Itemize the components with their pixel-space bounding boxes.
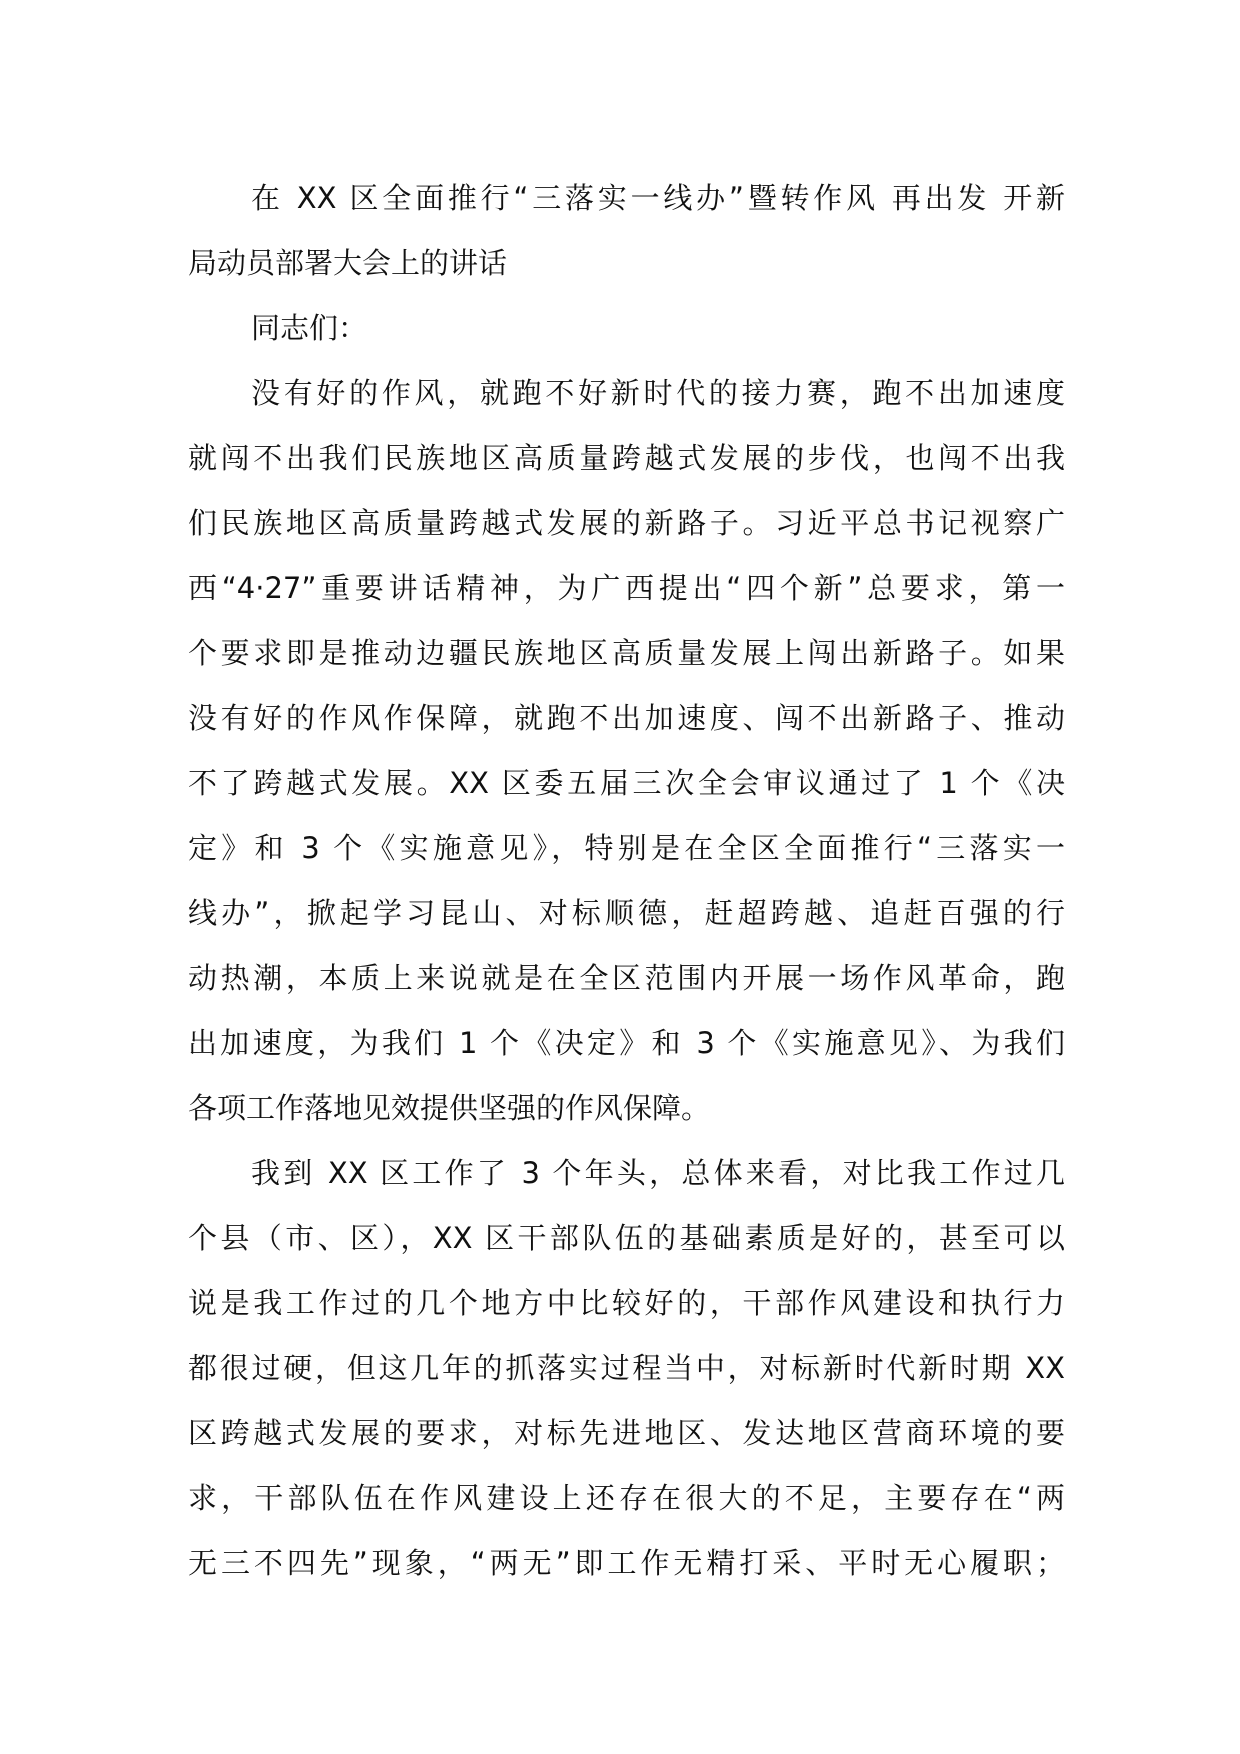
paragraph-line: 没有好的作风作保障，就跑不出加速度、闯不出新路子、推动 [188,701,1065,735]
salutation [188,296,1065,361]
title-line: 在 XX 区全面推行“三落实一线办”暨转作风 再出发 开新 [251,181,1065,215]
title-line: 局动员部署大会上的讲话 [188,246,508,280]
salutation-line: 同志们： [251,311,368,345]
paragraph-line: 西“4·27”重要讲话精神，为广西提出“四个新”总要求，第一 [188,571,1065,605]
paragraph-line: 我到 XX 区工作了 3 个年头，总体来看，对比我工作过几 [251,1156,1065,1190]
paragraph-line: 定》和 3 个《实施意见》，特别是在全区全面推行“三落实一 [188,831,1065,865]
paragraph-line: 都很过硬，但这几年的抓落实过程当中，对标新时代新时期 XX [188,1351,1065,1385]
paragraph-line: 们民族地区高质量跨越式发展的新路子。习近平总书记视察广 [188,506,1065,540]
paragraph-line: 区跨越式发展的要求，对标先进地区、发达地区营商环境的要 [188,1416,1065,1450]
paragraph-line: 没有好的作风，就跑不好新时代的接力赛，跑不出加速度 [251,376,1065,410]
paragraph-line: 就闯不出我们民族地区高质量跨越式发展的步伐，也闯不出我 [188,441,1065,475]
paragraph-line: 求，干部队伍在作风建设上还存在很大的不足，主要存在“两 [188,1481,1065,1515]
document-body [188,166,1065,1596]
paragraph-2 [188,1141,1065,1596]
paragraph-line: 动热潮，本质上来说就是在全区范围内开展一场作风革命，跑 [188,961,1065,995]
paragraph-line: 不了跨越式发展。XX 区委五届三次全会审议通过了 1 个《决 [188,766,1065,800]
paragraph-1 [188,361,1065,1141]
paragraph-line: 说是我工作过的几个地方中比较好的，干部作风建设和执行力 [188,1286,1065,1320]
paragraph-line: 个县（市、区），XX 区干部队伍的基础素质是好的，甚至可以 [188,1221,1065,1255]
paragraph-line: 个要求即是推动边疆民族地区高质量发展上闯出新路子。如果 [188,636,1065,670]
paragraph-line: 出加速度，为我们 1 个《决定》和 3 个《实施意见》、为我们 [188,1026,1065,1060]
paragraph-line: 无三不四先”现象，“两无”即工作无精打采、平时无心履职； [188,1546,1065,1580]
paragraph-line: 线办”，掀起学习昆山、对标顺德，赶超跨越、追赶百强的行 [188,896,1065,930]
document-title [188,166,1065,296]
paragraph-line: 各项工作落地见效提供坚强的作风保障。 [188,1091,711,1125]
